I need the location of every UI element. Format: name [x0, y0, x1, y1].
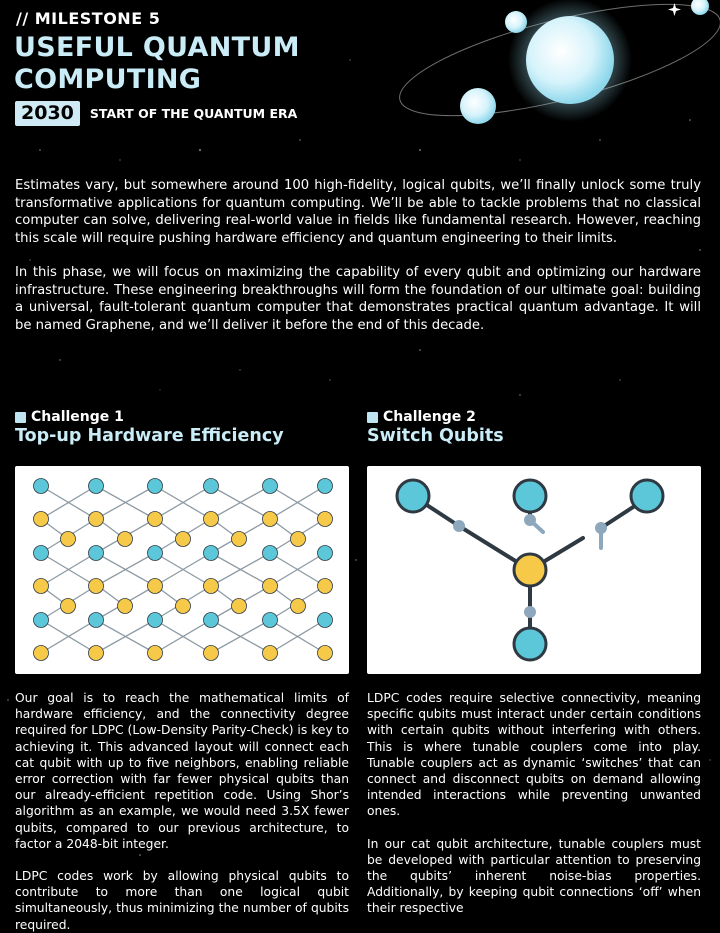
- coupler-node: [595, 522, 607, 534]
- era-label: START OF THE QUANTUM ERA: [89, 106, 298, 121]
- lattice-qubit-yellow: [34, 646, 49, 661]
- challenge-1-paragraph-1: Our goal is to reach the mathematical limits of hardware efficiency, and the connectivity degree required for LDPC (Low-Density Parity-Check) is key to achieving it. This advanced layout will connect each cat qubit with up to five neighbors, enabling reliable error correction with far fewer physical qubits than our already-efficient repetition code. Using Shor’s algorithm as an example, we would need 3.5X fewer qubits, compared to our previous architecture, to factor a 2048-bit integer.: [15, 691, 349, 851]
- lattice-qubit-yellow: [232, 532, 247, 547]
- lattice-qubit-yellow: [204, 579, 219, 594]
- small-moon-right: [691, 0, 709, 15]
- square-bullet-icon: [15, 412, 26, 423]
- large-planet: [526, 16, 614, 104]
- lattice-qubit-blue: [148, 613, 163, 628]
- lattice-qubit-yellow: [176, 532, 191, 547]
- switch-qubits-diagram: [367, 466, 701, 674]
- lattice-qubit-yellow: [291, 532, 306, 547]
- lattice-qubit-blue: [318, 546, 333, 561]
- challenge-1-label: Challenge 1: [31, 409, 124, 425]
- challenge-1-paragraph-2: LDPC codes work by allowing physical qubits to contribute to more than one logical qubit simultaneously, thus minimizing the number of qubits required.: [15, 869, 349, 932]
- intro-paragraph-1: Estimates vary, but somewhere around 100 high-fidelity, logical qubits, we’ll finally unlock some truly transformative applications for quantum computing. We’ll be able to tackle problems that no classical computer can solve, delivering real-world value in fields like fundamental research. However, reaching this scale will require pushing hardware efficiency and quantum engineering to their limits.: [15, 178, 701, 246]
- intro-paragraph-2: In this phase, we will focus on maximizing the capability of every qubit and optimizing our hardware infrastructure. These engineering breakthroughs will form the foundation of our ultimate goal: building a universal, fault-tolerant quantum computer that demonstrates practical quantum advantage. It will be named Graphene, and we’ll deliver it before the end of this decade.: [15, 265, 701, 333]
- page-title-line2: COMPUTING: [14, 64, 202, 95]
- lattice-qubit-blue: [148, 546, 163, 561]
- qubit-blue: [514, 628, 546, 660]
- lattice-qubit-blue: [204, 546, 219, 561]
- challenge-2-paragraph-2: In our cat qubit architecture, tunable couplers must be developed with particular attention to preserving the qubits’ inherent noise-bias properties. Additionally, by keeping qubit connections ‘off’ when their respective: [367, 836, 701, 916]
- lattice-qubit-yellow: [263, 646, 278, 661]
- lattice-qubit-blue: [34, 479, 49, 494]
- switch-svg: [367, 466, 701, 674]
- challenge-2-paragraph-1: LDPC codes require selective connectivity, meaning specific qubits must interact under certain conditions with certain qubits without interfering with others. This is where tunable couplers come into play. Tunable couplers act as dynamic ‘switches’ that can connect and disconnect qubits on demand allowing intended interactions while preventing unwanted ones.: [367, 691, 701, 819]
- qubit-yellow-center: [514, 554, 546, 586]
- year-row: [15, 101, 297, 126]
- lattice-qubit-yellow: [204, 646, 219, 661]
- lattice-qubit-blue: [89, 479, 104, 494]
- challenge-1-body: [15, 690, 349, 933]
- ldpc-lattice-diagram: [15, 466, 349, 674]
- lattice-qubit-yellow: [263, 512, 278, 527]
- challenge-2-title: Switch Qubits: [367, 426, 504, 446]
- lattice-qubit-blue: [34, 613, 49, 628]
- lattice-qubit-yellow: [148, 579, 163, 594]
- lattice-qubit-blue: [148, 479, 163, 494]
- challenge-2-label: Challenge 2: [383, 409, 476, 425]
- lattice-qubit-yellow: [148, 646, 163, 661]
- page-title-line1: USEFUL QUANTUM: [14, 32, 300, 63]
- milestone-label: // MILESTONE 5: [16, 9, 161, 28]
- square-bullet-icon: [367, 412, 378, 423]
- lattice-qubit-blue: [263, 546, 278, 561]
- lattice-qubit-yellow: [118, 599, 133, 614]
- lattice-qubit-blue: [89, 546, 104, 561]
- lattice-qubit-blue: [34, 546, 49, 561]
- lattice-qubit-yellow: [89, 646, 104, 661]
- lattice-qubit-yellow: [232, 599, 247, 614]
- small-moon-top: [505, 11, 527, 33]
- challenge-1-header: [15, 409, 349, 446]
- planet-illustration: [390, 0, 720, 135]
- lattice-svg: [15, 466, 349, 674]
- lattice-qubit-yellow: [89, 579, 104, 594]
- lattice-qubit-yellow: [291, 599, 306, 614]
- qubit-blue: [397, 480, 429, 512]
- lattice-qubit-yellow: [61, 532, 76, 547]
- lattice-qubit-yellow: [204, 512, 219, 527]
- lattice-qubit-blue: [204, 479, 219, 494]
- lattice-qubit-yellow: [176, 599, 191, 614]
- lattice-qubit-blue: [89, 613, 104, 628]
- lattice-qubit-blue: [263, 613, 278, 628]
- year-badge: 2030: [15, 101, 80, 126]
- lattice-qubit-blue: [204, 613, 219, 628]
- qubit-blue: [631, 480, 663, 512]
- medium-moon: [460, 88, 496, 124]
- qubit-blue: [514, 480, 546, 512]
- lattice-qubit-yellow: [148, 512, 163, 527]
- lattice-qubit-blue: [263, 479, 278, 494]
- lattice-qubit-yellow: [89, 512, 104, 527]
- lattice-qubit-yellow: [34, 579, 49, 594]
- lattice-qubit-yellow: [263, 579, 278, 594]
- challenge-1-title: Top-up Hardware Efficiency: [15, 426, 284, 446]
- lattice-qubit-yellow: [118, 532, 133, 547]
- lattice-qubit-blue: [318, 479, 333, 494]
- lattice-qubit-blue: [318, 613, 333, 628]
- lattice-qubit-yellow: [34, 512, 49, 527]
- lattice-qubit-yellow: [318, 512, 333, 527]
- coupler-node: [453, 520, 465, 532]
- challenge-2-body: [367, 690, 701, 917]
- coupler-node: [524, 606, 536, 618]
- lattice-qubit-yellow: [61, 599, 76, 614]
- challenge-2-header: [367, 409, 701, 446]
- lattice-qubit-yellow: [318, 646, 333, 661]
- page-title: [14, 32, 300, 96]
- lattice-qubit-yellow: [318, 579, 333, 594]
- coupler-node: [524, 514, 536, 526]
